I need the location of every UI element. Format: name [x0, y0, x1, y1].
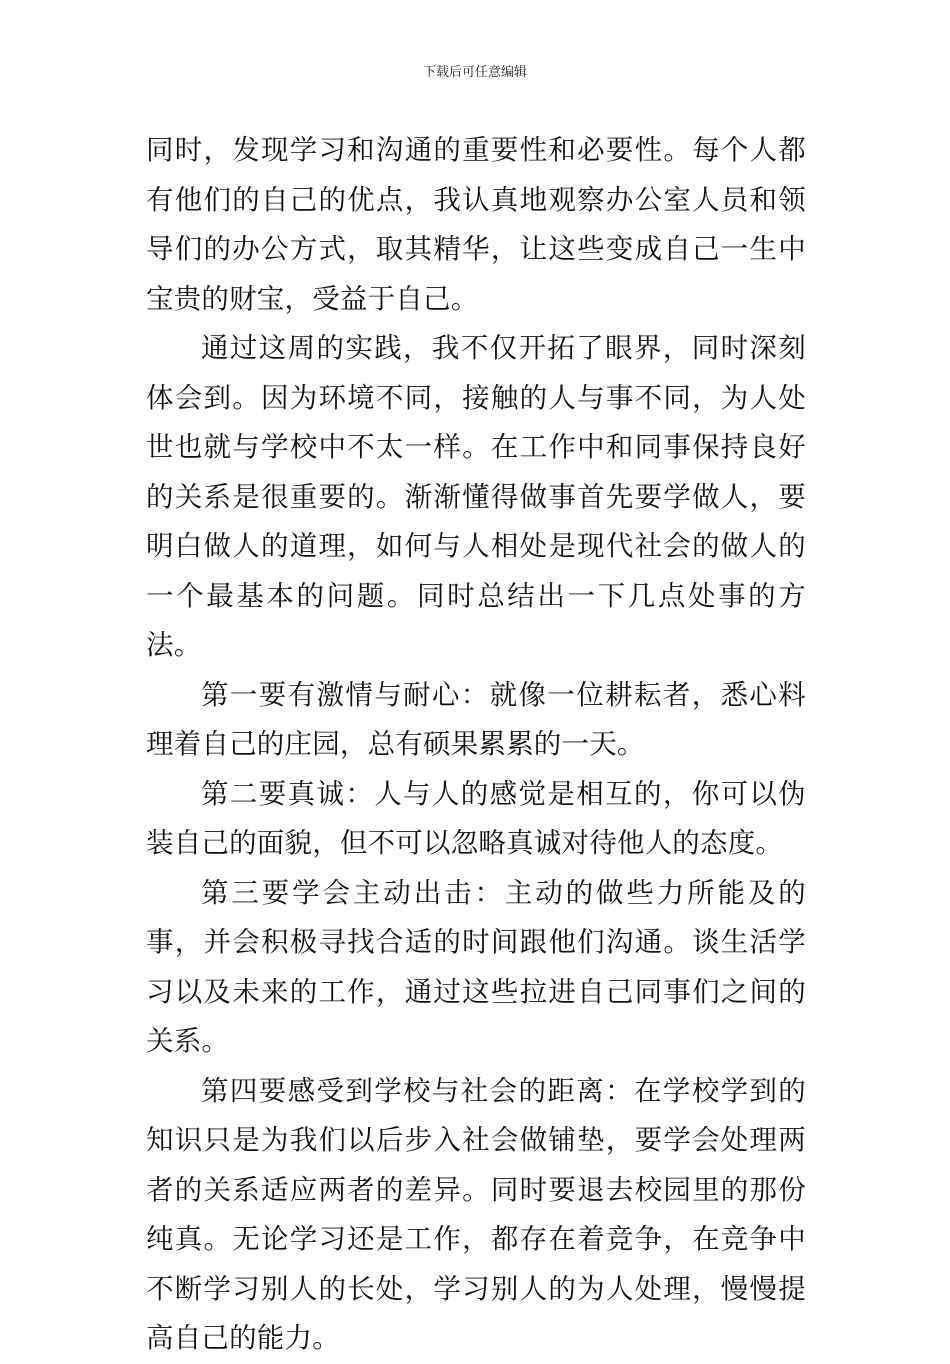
paragraph-point-two: 第二要真诚：人与人的感觉是相互的，你可以伪装自己的面貌，但不可以忽略真诚对待他人的态度。	[146, 777, 806, 859]
paragraph-practice-reflection: 通过这周的实践，我不仅开拓了眼界，同时深刻体会到。因为环境不同，接触的人与事不同，为人处世也就与学校中不太一样。在工作中和同事保持良好的关系是很重要的。渐渐懂得做事首先要学做人，要明白做人的道理，如何与人相处是现代社会的做人的一个最基本的问题。同时总结出一下几点处事的方法。	[146, 332, 806, 661]
paragraph-continuation: 同时，发现学习和沟通的重要性和必要性。每个人都有他们的自己的优点，我认真地观察办公室人员和领导们的办公方式，取其精华，让这些变成自己一生中宝贵的财宝，受益于自己。	[146, 134, 806, 315]
document-body	[146, 126, 806, 1364]
paragraph-point-one: 第一要有激情与耐心：就像一位耕耘者，悉心料理着自己的庄园，总有硕果累累的一天。	[146, 678, 806, 760]
paragraph-point-four: 第四要感受到学校与社会的距离：在学校学到的知识只是为我们以后步入社会做铺垫，要学会处理两者的关系适应两者的差异。同时要退去校园里的那份纯真。无论学习还是工作，都存在着竞争，在竞争中不断学习别人的长处，学习别人的为人处理，慢慢提高自己的能力。	[146, 1074, 806, 1354]
paragraph-point-three: 第三要学会主动出击：主动的做些力所能及的事，并会积极寻找合适的时间跟他们沟通。谈生活学习以及未来的工作，通过这些拉进自己同事们之间的关系。	[146, 876, 806, 1057]
page-header-note: 下载后可任意编辑	[422, 65, 527, 80]
